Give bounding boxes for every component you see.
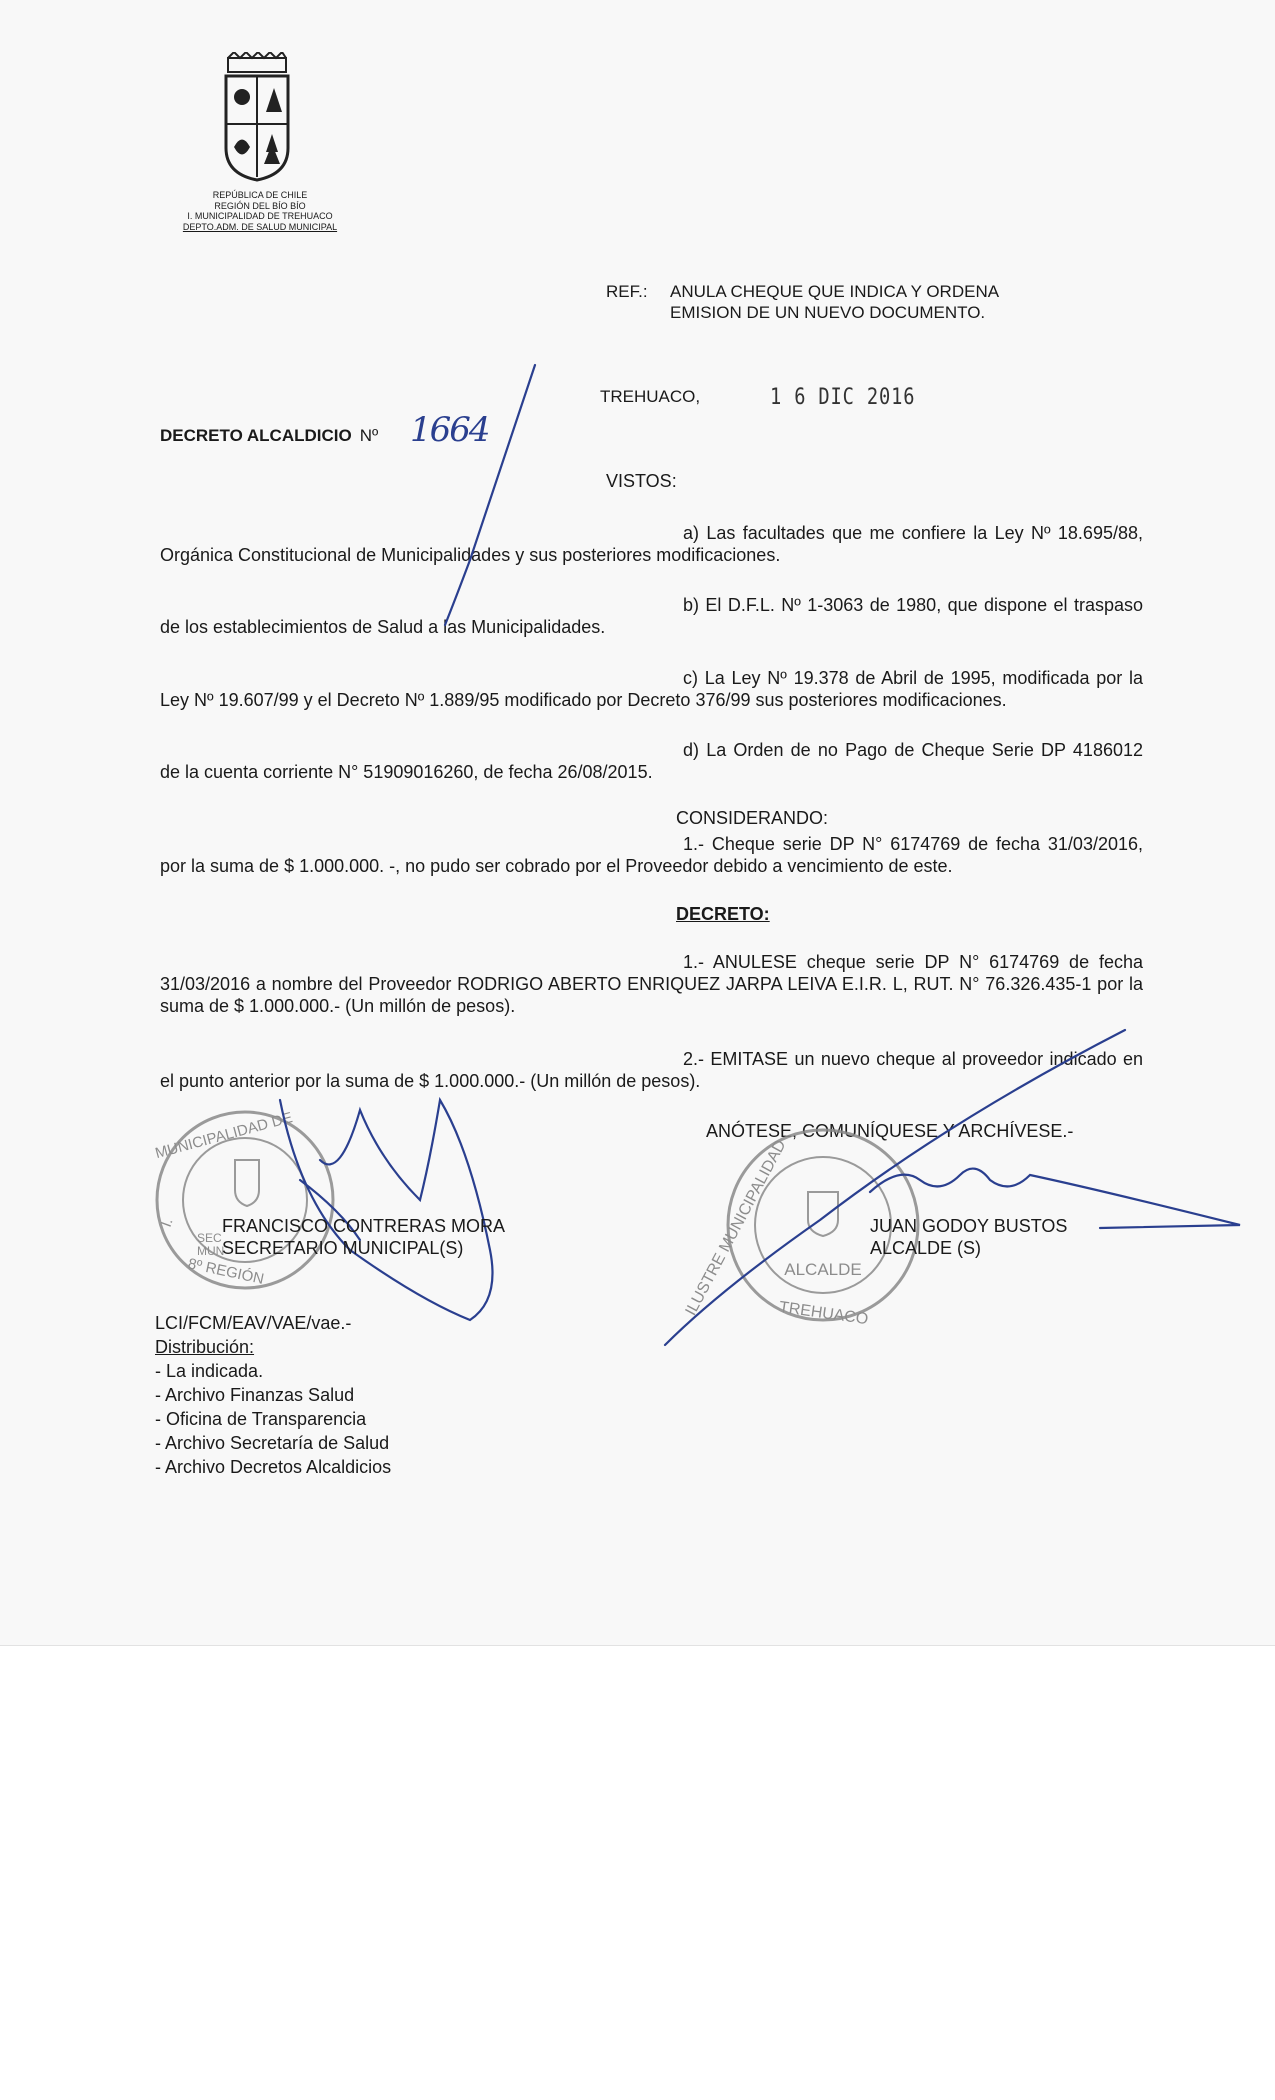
reference-block xyxy=(606,281,999,323)
list-item: - Archivo Secretaría de Salud xyxy=(155,1433,390,1453)
org-line-municipality: I. MUNICIPALIDAD DE TREHUACO xyxy=(187,211,333,221)
ref-line-1: ANULA CHEQUE QUE INDICA Y ORDENA xyxy=(670,282,1000,301)
right-seal-center-text: ALCALDE xyxy=(784,1260,862,1279)
list-item: - La indicada. xyxy=(155,1361,264,1381)
org-line-country: REPÚBLICA DE CHILE xyxy=(212,190,308,200)
distribution-block xyxy=(155,1311,391,1479)
list-item: - Archivo Finanzas Salud xyxy=(155,1385,355,1405)
left-seal-top-text: MUNICIPALIDAD DE xyxy=(153,1109,295,1163)
right-seal-bottom-text: TREHUACO xyxy=(777,1298,870,1329)
signatory-left xyxy=(222,1215,505,1259)
left-seal-side-text: I. xyxy=(157,1215,177,1230)
distribution-list xyxy=(155,1359,391,1479)
decreto-1: 1.- ANULESE cheque serie DP N° 6174769 de fecha 31/03/2016 a nombre del Proveedor RODRIGO ABERTO ENRIQUEZ JARPA LEIVA E.I.R. L, RUT. N° 76.326.435-1 por la suma de $ 1.000.000.- (Un millón de pesos). xyxy=(160,952,1143,1016)
ref-label: REF.: xyxy=(606,282,648,301)
left-seal-inner-2: MUN xyxy=(197,1244,225,1258)
decree-no-label: Nº xyxy=(359,426,379,445)
vistos-c: c) La Ley Nº 19.378 de Abril de 1995, modificada por la Ley Nº 19.607/99 y el Decreto Nº 1.889/95 modificado por Decreto 376/99 sus posteriores modificaciones. xyxy=(160,668,1143,710)
signatory-right-title: ALCALDE (S) xyxy=(870,1238,982,1258)
left-seal-inner-1: SEC xyxy=(197,1231,222,1245)
considerando-1: 1.- Cheque serie DP N° 6174769 de fecha 31/03/2016, por la suma de $ 1.000.000. -, no pudo ser cobrado por el Proveedor debido a vencimiento de este. xyxy=(160,834,1143,876)
signatory-left-name: FRANCISCO CONTRERAS MORA xyxy=(222,1216,506,1236)
distribution-label: Distribución: xyxy=(155,1337,255,1357)
place: TREHUACO, xyxy=(600,387,701,406)
vistos-b: b) El D.F.L. Nº 1-3063 de 1980, que dispone el traspaso de los establecimientos de Salud a las Municipalidades. xyxy=(160,595,1143,637)
decree-number-handwritten: 1664 xyxy=(410,410,489,450)
decree-label: DECRETO ALCALDICIO xyxy=(160,426,352,445)
signatory-right-name: JUAN GODOY BUSTOS xyxy=(870,1216,1068,1236)
org-header xyxy=(160,190,360,232)
vistos-d: d) La Orden de no Pago de Cheque Serie DP 4186012 de la cuenta corriente N° 51909016260, de fecha 26/08/2015. xyxy=(160,740,1143,782)
decreto-2: 2.- EMITASE un nuevo cheque al proveedor indicado en el punto anterior por la suma de $ 1.000.000.- (Un millón de pesos). xyxy=(160,1049,1143,1091)
initials: LCI/FCM/EAV/VAE/vae.- xyxy=(155,1313,352,1333)
signatory-left-title: SECRETARIO MUNICIPAL(S) xyxy=(222,1238,464,1258)
closing-formula: ANÓTESE, COMUNÍQUESE Y ARCHÍVESE.- xyxy=(706,1121,1074,1141)
left-seal-bottom-text: 8º REGIÓN xyxy=(186,1255,266,1288)
ref-line-2: EMISION DE UN NUEVO DOCUMENTO. xyxy=(670,303,986,322)
right-seal-top-text: ILUSTRE MUNICIPALIDAD xyxy=(682,1137,790,1319)
municipal-crest-icon xyxy=(222,52,292,182)
vistos-heading: VISTOS: xyxy=(606,471,677,491)
date-stamp: 1 6 DIC 2016 xyxy=(770,385,916,410)
org-line-region: REGIÓN DEL BÍO BÍO xyxy=(214,200,306,211)
list-item: - Archivo Decretos Alcaldicios xyxy=(155,1457,392,1477)
signatory-right xyxy=(870,1215,1067,1259)
decree-number-label xyxy=(160,426,378,446)
list-item: - Oficina de Transparencia xyxy=(155,1409,367,1429)
vistos-a: a) Las facultades que me confiere la Ley Nº 18.695/88, Orgánica Constitucional de Municipalidades y sus posteriores modificaciones. xyxy=(160,523,1143,565)
considerando-heading: CONSIDERANDO: xyxy=(676,808,829,828)
org-line-department: DEPTO.ADM. DE SALUD MUNICIPAL xyxy=(182,221,338,232)
decreto-heading: DECRETO: xyxy=(676,904,770,924)
